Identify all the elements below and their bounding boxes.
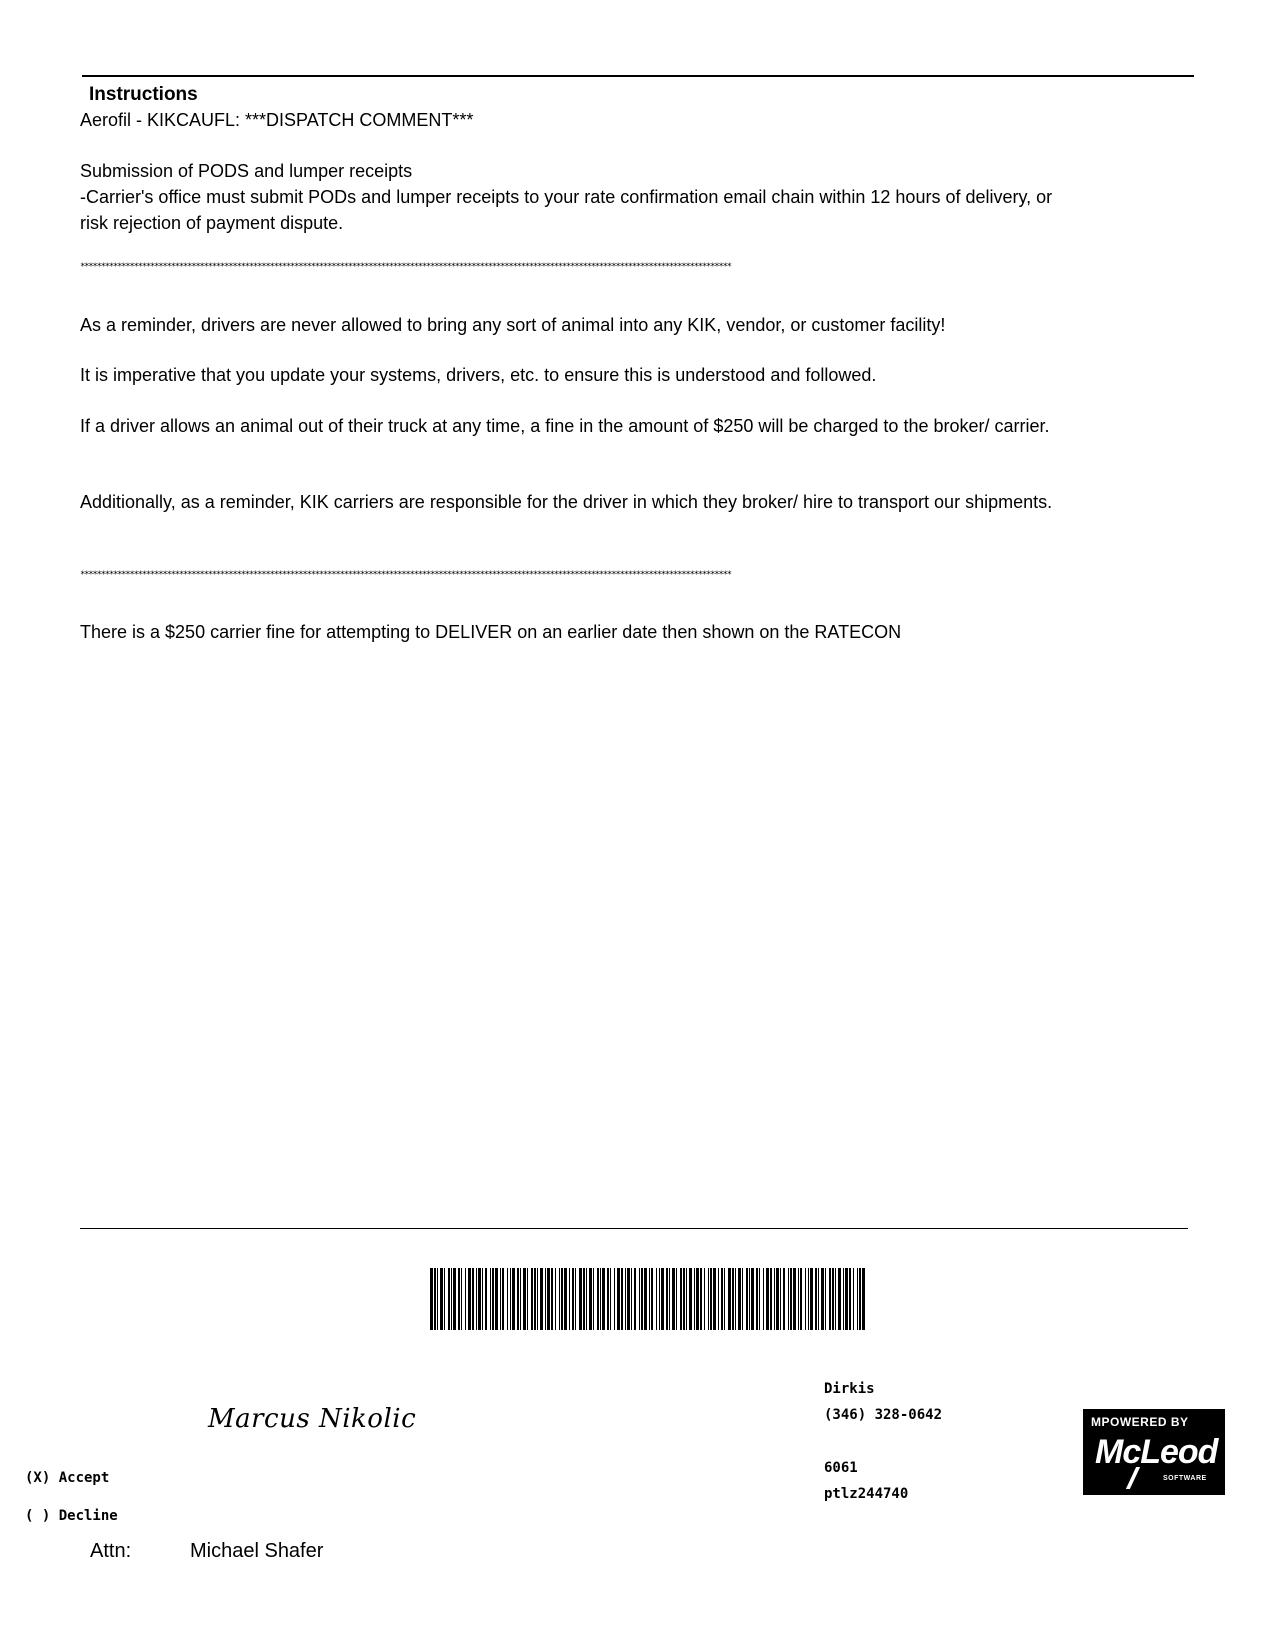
- barcode-bar: [666, 1268, 668, 1330]
- animal-reminder: As a reminder, drivers are never allowed to bring any sort of animal into any KIK, vendor, or customer facility!: [80, 315, 946, 335]
- barcode-bar: [859, 1268, 861, 1330]
- barcode-bar: [478, 1268, 481, 1330]
- barcode-bar: [617, 1268, 620, 1330]
- barcode-bar: [689, 1268, 692, 1330]
- barcode-bar: [724, 1268, 725, 1330]
- barcode-bar: [659, 1268, 660, 1330]
- barcode-bar: [849, 1268, 851, 1330]
- barcode-bar: [547, 1268, 550, 1330]
- barcode-bar: [732, 1268, 734, 1330]
- attn-label: Attn:: [90, 1540, 132, 1562]
- barcode-bar: [718, 1268, 719, 1330]
- barcode-bar: [465, 1268, 466, 1330]
- barcode-bar: [586, 1268, 587, 1330]
- barcode-bar: [644, 1268, 647, 1330]
- barcode-bar: [492, 1268, 494, 1330]
- barcode-bar: [564, 1268, 567, 1330]
- barcode-bar: [749, 1268, 750, 1330]
- barcode-bar: [537, 1268, 538, 1330]
- barcode-bar: [534, 1268, 536, 1330]
- barcode-bar: [507, 1268, 508, 1330]
- barcode-bar: [651, 1268, 653, 1330]
- separator-top: **************************************************************************************************************************************************************: [80, 262, 731, 272]
- barcode-bar: [639, 1268, 640, 1330]
- signature: Marcus Nikolic: [208, 1404, 417, 1434]
- barcode-bar: [575, 1268, 576, 1330]
- barcode-bar: [825, 1268, 826, 1330]
- barcode-bar: [527, 1268, 528, 1330]
- barcode-bar: [686, 1268, 687, 1330]
- barcode-bar: [641, 1268, 643, 1330]
- barcode-bar: [468, 1268, 471, 1330]
- barcode-bar: [805, 1268, 806, 1330]
- barcode-bar: [520, 1268, 521, 1330]
- barcode-bar: [672, 1268, 675, 1330]
- barcode-bar: [661, 1268, 664, 1330]
- contact-name: Dirkis: [824, 1381, 875, 1397]
- barcode-bar: [444, 1268, 445, 1330]
- barcode-bar: [572, 1268, 574, 1330]
- barcode-bar: [437, 1268, 438, 1330]
- barcode-bar: [579, 1268, 582, 1330]
- barcode-bar: [649, 1268, 650, 1330]
- barcode-bar: [569, 1268, 570, 1330]
- instructions-heading: Instructions: [89, 84, 198, 105]
- pods-body: -Carrier's office must submit PODs and lumper receipts to your rate confirmation email chain within 12 hours of delivery, or risk rejection of payment dispute.: [80, 187, 1053, 233]
- barcode-bar: [589, 1268, 592, 1330]
- barcode-bar: [597, 1268, 599, 1330]
- barcode-bar: [835, 1268, 836, 1330]
- barcode-bar: [555, 1268, 556, 1330]
- mcleod-logo: [1083, 1409, 1225, 1495]
- barcode-bar: [540, 1268, 543, 1330]
- attn-name: Michael Shafer: [190, 1540, 324, 1562]
- separator-bottom: **************************************************************************************************************************************************************: [80, 570, 731, 580]
- barcode-bar: [793, 1268, 796, 1330]
- barcode-bar: [485, 1268, 487, 1330]
- barcode-bar: [759, 1268, 760, 1330]
- barcode-bar: [704, 1268, 705, 1330]
- animal-fine-note: If a driver allows an animal out of their truck at any time, a fine in the amount of $250 will be charged to the broker/ carrier.: [80, 416, 1050, 436]
- barcode-bar: [766, 1268, 769, 1330]
- barcode-bar: [696, 1268, 699, 1330]
- barcode-bar: [728, 1268, 731, 1330]
- barcode-bar: [500, 1268, 501, 1330]
- barcode-bar: [583, 1268, 585, 1330]
- barcode-bar: [780, 1268, 781, 1330]
- barcode-bar: [798, 1268, 799, 1330]
- logo-line-3: SOFTWARE: [1163, 1475, 1207, 1482]
- barcode-bar: [788, 1268, 789, 1330]
- barcode-bar: [862, 1268, 865, 1330]
- barcode-bar: [621, 1268, 623, 1330]
- barcode-bar: [440, 1268, 443, 1330]
- barcode-bar: [607, 1268, 609, 1330]
- barcode-bar: [453, 1268, 456, 1330]
- barcode-bar: [746, 1268, 748, 1330]
- barcode-bar: [561, 1268, 563, 1330]
- barcode-bar: [512, 1268, 515, 1330]
- barcode-bar: [838, 1268, 841, 1330]
- code-1: 6061: [824, 1460, 858, 1476]
- barcode-bar: [770, 1268, 772, 1330]
- barcode-bar: [458, 1268, 460, 1330]
- barcode-bar: [829, 1268, 831, 1330]
- barcode-bar: [721, 1268, 723, 1330]
- barcode-bar: [821, 1268, 824, 1330]
- decline-option: ( ) Decline: [25, 1508, 118, 1524]
- barcode: [430, 1268, 865, 1330]
- barcode-bar: [472, 1268, 474, 1330]
- barcode-bar: [430, 1268, 433, 1330]
- barcode-bar: [517, 1268, 519, 1330]
- pods-title: Submission of PODS and lumper receipts: [80, 161, 413, 181]
- barcode-bar: [751, 1268, 754, 1330]
- barcode-bar: [482, 1268, 483, 1330]
- barcode-bar: [810, 1268, 813, 1330]
- barcode-bar: [818, 1268, 819, 1330]
- barcode-bar: [857, 1268, 858, 1330]
- barcode-bar: [448, 1268, 450, 1330]
- imperative-note: It is imperative that you update your systems, drivers, etc. to ensure this is understood and followed.: [80, 365, 877, 385]
- barcode-bar: [776, 1268, 779, 1330]
- barcode-bar: [656, 1268, 657, 1330]
- barcode-bar: [490, 1268, 491, 1330]
- barcode-bar: [625, 1268, 626, 1330]
- logo-line-2: McLeod: [1095, 1433, 1218, 1471]
- barcode-bar: [808, 1268, 809, 1330]
- barcode-bar: [510, 1268, 511, 1330]
- barcode-bar: [669, 1268, 670, 1330]
- barcode-bar: [683, 1268, 685, 1330]
- barcode-bar: [531, 1268, 533, 1330]
- top-divider: [82, 75, 1194, 77]
- barcode-bar: [495, 1268, 498, 1330]
- barcode-bar: [774, 1268, 775, 1330]
- dispatch-comment: Aerofil - KIKCAUFL: ***DISPATCH COMMENT***: [80, 110, 474, 130]
- barcode-bar: [756, 1268, 758, 1330]
- barcode-bar: [461, 1268, 462, 1330]
- code-2: ptlz244740: [824, 1486, 909, 1502]
- barcode-bar: [600, 1268, 601, 1330]
- barcode-bar: [853, 1268, 854, 1330]
- barcode-bar: [451, 1268, 452, 1330]
- bottom-divider: [80, 1228, 1188, 1229]
- barcode-bar: [634, 1268, 636, 1330]
- barcode-bar: [610, 1268, 611, 1330]
- barcode-bar: [783, 1268, 785, 1330]
- barcode-bar: [523, 1268, 526, 1330]
- barcode-bar: [694, 1268, 695, 1330]
- barcode-bar: [790, 1268, 792, 1330]
- barcode-bar: [735, 1268, 736, 1330]
- barcode-bar: [763, 1268, 764, 1330]
- barcode-bar: [631, 1268, 632, 1330]
- barcode-bar: [832, 1268, 834, 1330]
- barcode-bar: [551, 1268, 553, 1330]
- barcode-bar: [545, 1268, 546, 1330]
- barcode-bar: [708, 1268, 709, 1330]
- barcode-bar: [602, 1268, 605, 1330]
- barcode-bar: [502, 1268, 504, 1330]
- barcode-bar: [710, 1268, 712, 1330]
- barcode-bar: [476, 1268, 477, 1330]
- barcode-bar: [843, 1268, 844, 1330]
- barcode-bar: [614, 1268, 615, 1330]
- logo-line-1: MPOWERED BY: [1091, 1415, 1189, 1429]
- barcode-bar: [680, 1268, 682, 1330]
- responsibility-note: Additionally, as a reminder, KIK carriers are responsible for the driver in which they broker/ hire to transport our shipments.: [80, 492, 1053, 512]
- barcode-bar: [559, 1268, 560, 1330]
- barcode-bar: [434, 1268, 436, 1330]
- barcode-bar: [738, 1268, 741, 1330]
- barcode-bar: [627, 1268, 630, 1330]
- barcode-bar: [815, 1268, 817, 1330]
- barcode-bar: [700, 1268, 702, 1330]
- barcode-bar: [845, 1268, 848, 1330]
- barcode-bar: [676, 1268, 677, 1330]
- barcode-bar: [742, 1268, 743, 1330]
- barcode-bar: [800, 1268, 802, 1330]
- accept-option: (X) Accept: [25, 1470, 110, 1486]
- deliver-fine-note: There is a $250 carrier fine for attempting to DELIVER on an earlier date then shown on the RATECON: [80, 622, 902, 642]
- contact-phone: (346) 328-0642: [824, 1407, 943, 1423]
- barcode-bar: [713, 1268, 716, 1330]
- barcode-bar: [593, 1268, 594, 1330]
